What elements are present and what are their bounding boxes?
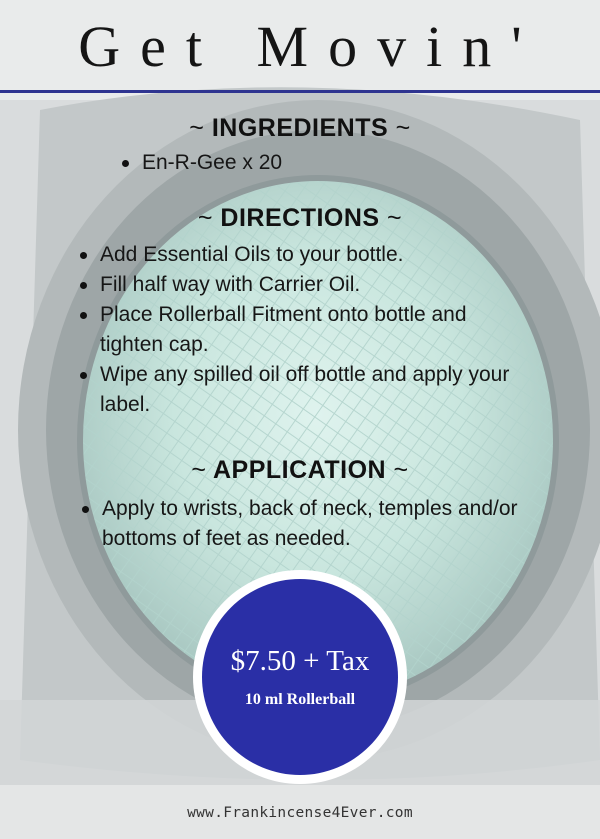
application-heading-suffix: ~: [393, 456, 409, 484]
price-badge-inner: [202, 579, 398, 775]
price-description: 10 ml Rollerball: [244, 691, 356, 708]
application-heading: [0, 456, 600, 485]
ingredients-heading: [0, 114, 600, 143]
application-heading-label: APPLICATION: [212, 456, 387, 484]
website-link[interactable]: www.Frankincense4Ever.com: [187, 805, 413, 821]
bullet-icon: [82, 506, 89, 513]
bullet-icon: [80, 312, 87, 319]
directions-list: [78, 240, 528, 420]
ingredients-heading-prefix: ~: [189, 114, 205, 142]
ingredients-heading-label: INGREDIENTS: [211, 114, 389, 142]
list-item: Apply to wrists, back of neck, temples and/or bottoms of feet as needed.: [80, 494, 530, 554]
list-item: Add Essential Oils to your bottle.: [78, 240, 528, 270]
ingredients-list: [120, 148, 540, 178]
application-heading-prefix: ~: [191, 456, 207, 484]
directions-heading-prefix: ~: [197, 204, 213, 232]
bullet-icon: [80, 282, 87, 289]
application-list: [80, 494, 530, 554]
directions-heading-suffix: ~: [387, 204, 403, 232]
directions-heading-label: DIRECTIONS: [220, 204, 380, 232]
bullet-icon: [80, 372, 87, 379]
bullet-icon: [80, 252, 87, 259]
price-badge: [193, 570, 407, 784]
bullet-icon: [122, 160, 129, 167]
title-divider: [0, 90, 600, 93]
list-item: En-R-Gee x 20: [120, 148, 540, 178]
ingredients-heading-suffix: ~: [395, 114, 411, 142]
price-amount: $7.50 + Tax: [230, 645, 370, 677]
list-item: Wipe any spilled oil off bottle and apply your label.: [78, 360, 528, 420]
directions-heading: [0, 204, 600, 233]
list-item: Place Rollerball Fitment onto bottle and tighten cap.: [78, 300, 528, 360]
list-item: Fill half way with Carrier Oil.: [78, 270, 528, 300]
page-title: Get Movin': [78, 14, 542, 79]
